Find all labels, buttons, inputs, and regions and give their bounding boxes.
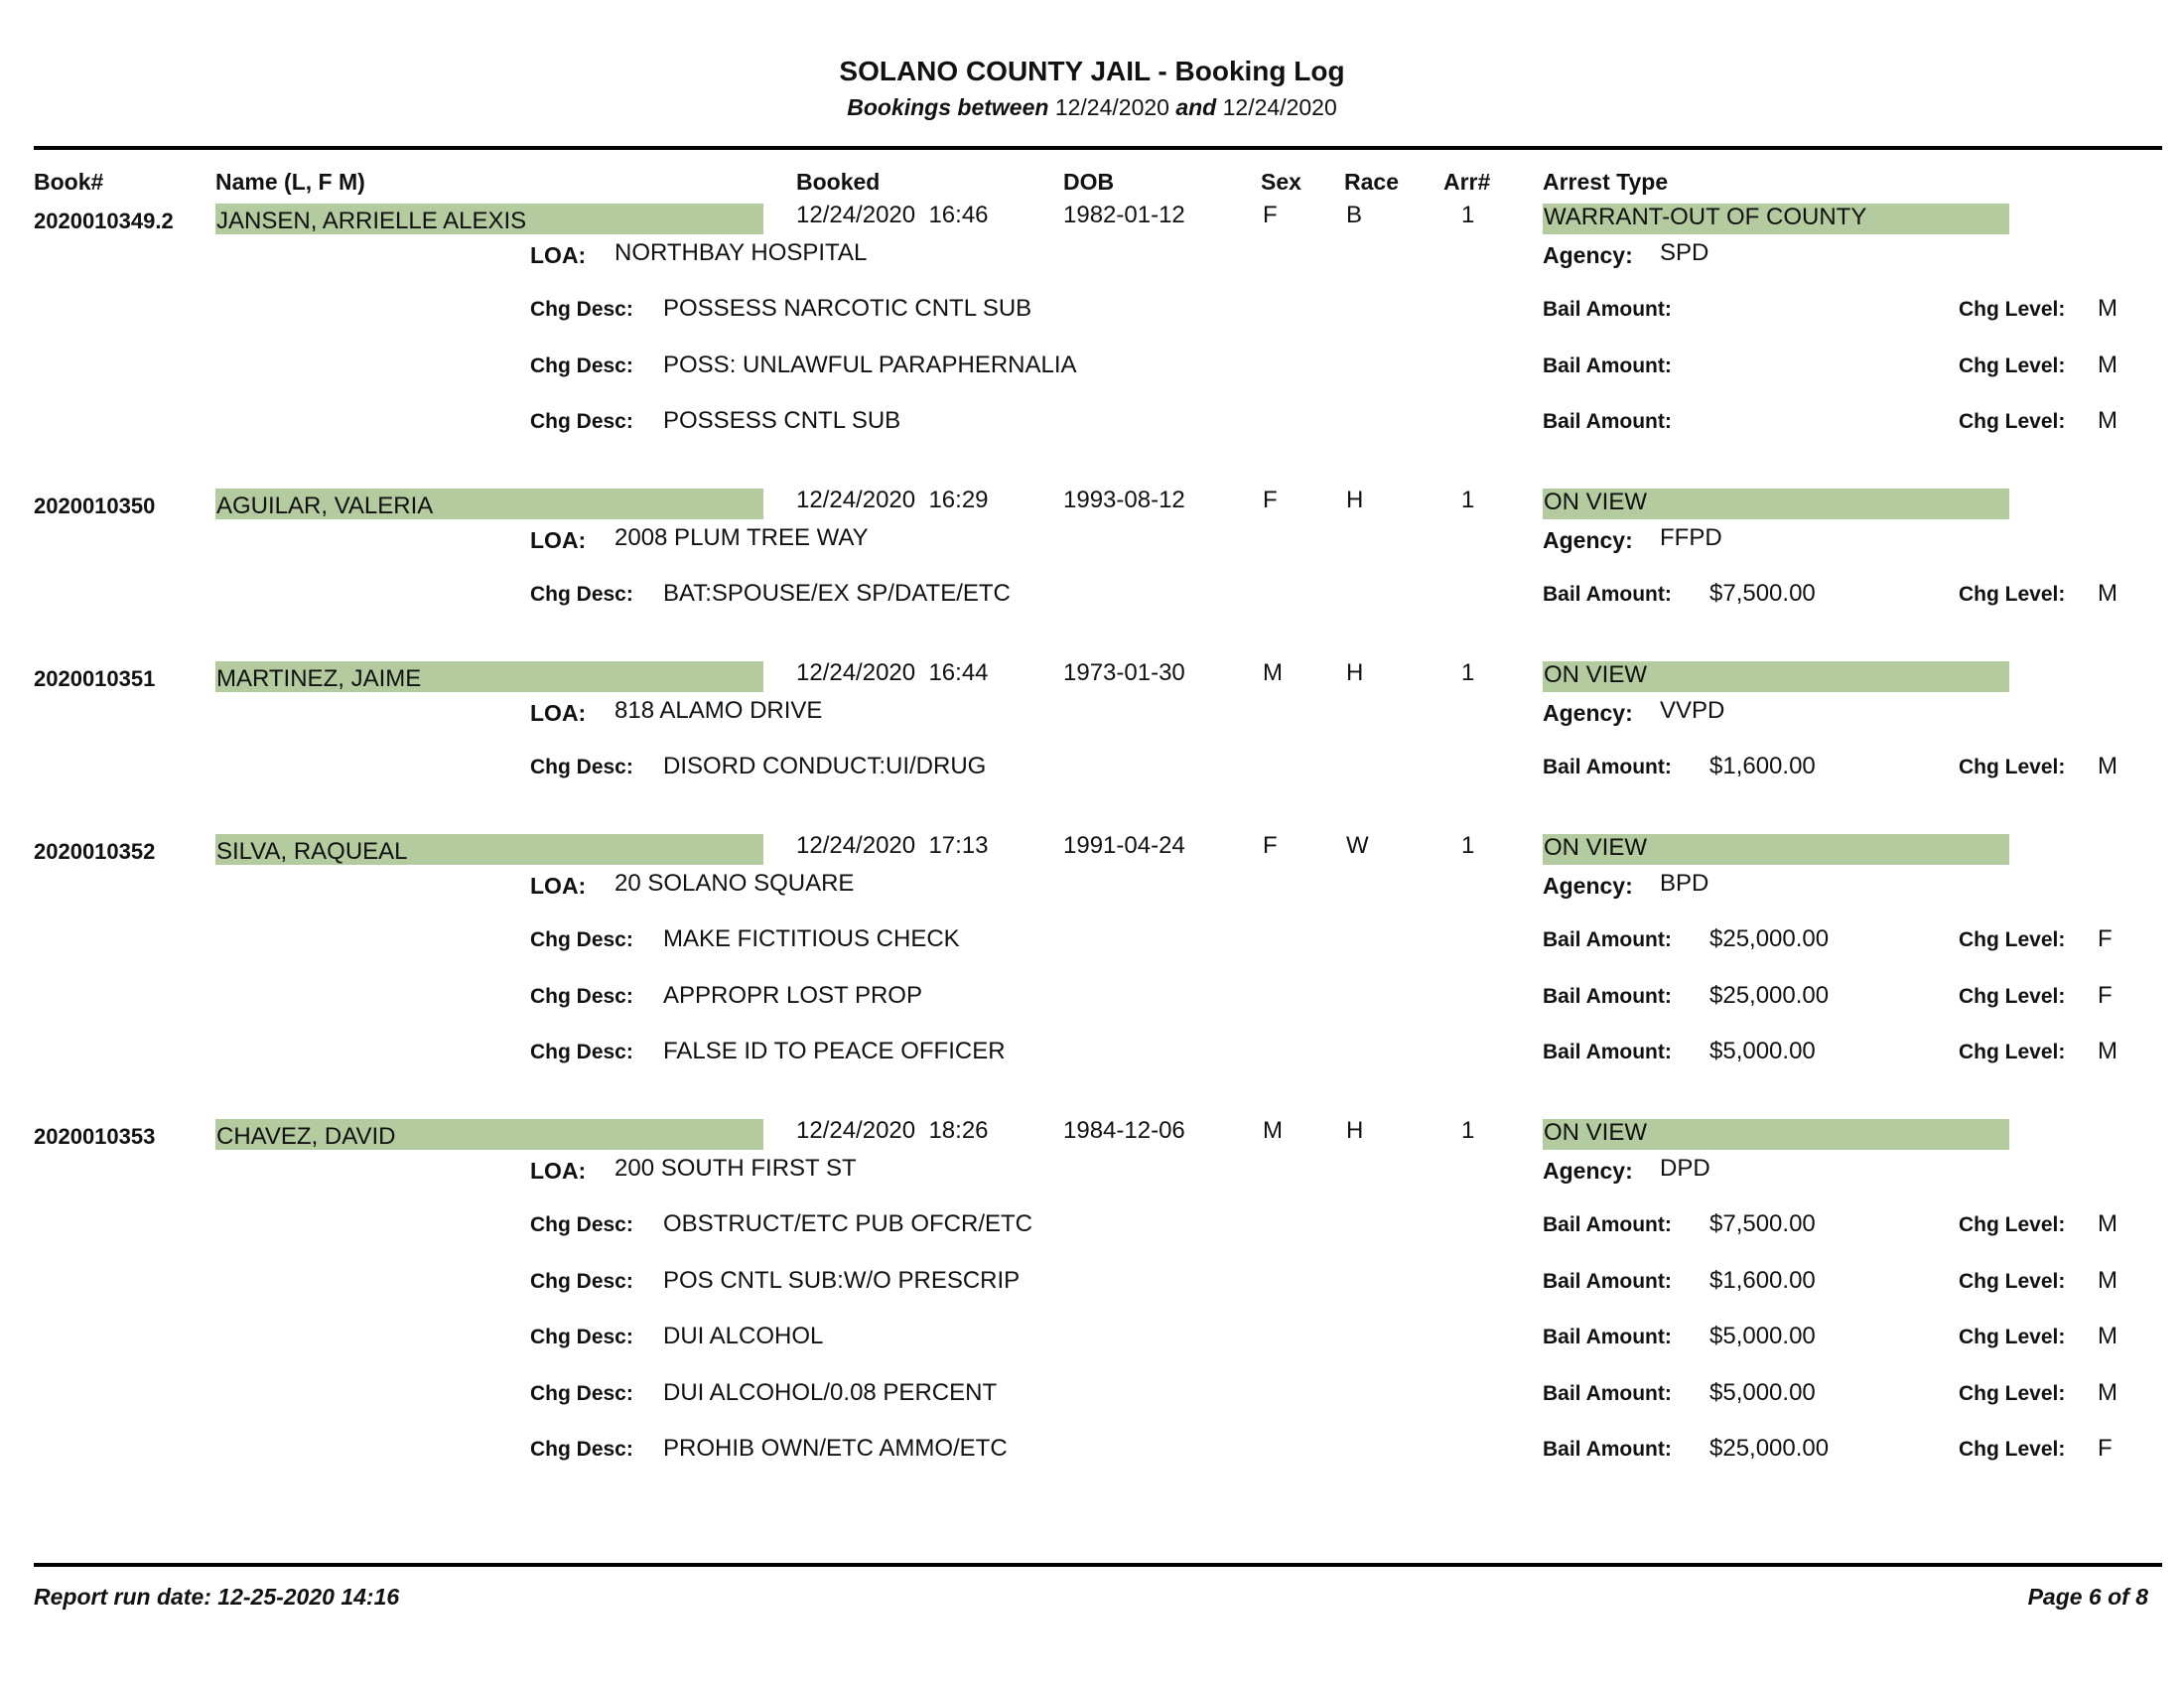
booked-datetime: 12/24/2020 16:44 bbox=[796, 659, 989, 686]
location-of-arrest: 200 SOUTH FIRST ST bbox=[614, 1155, 857, 1182]
col-arrest-type: Arrest Type bbox=[1543, 169, 1669, 195]
arrest-count: 1 bbox=[1461, 202, 1475, 228]
chg-level-label: Chg Level: bbox=[1959, 583, 2066, 606]
agency-value: FFPD bbox=[1660, 524, 1722, 551]
charge-description: DUI ALCOHOL/0.08 PERCENT bbox=[663, 1378, 998, 1406]
location-of-arrest: 818 ALAMO DRIVE bbox=[614, 697, 823, 724]
bail-amount-label: Bail Amount: bbox=[1543, 1213, 1672, 1236]
bail-amount: $5,000.00 bbox=[1709, 1038, 1816, 1064]
col-race: Race bbox=[1344, 169, 1399, 195]
chg-desc-label: Chg Desc: bbox=[530, 1269, 633, 1293]
sex-value: M bbox=[1263, 1117, 1283, 1144]
booked-datetime: 12/24/2020 18:26 bbox=[796, 1117, 989, 1144]
bail-amount-label: Bail Amount: bbox=[1543, 1326, 1672, 1348]
agency-label: Agency: bbox=[1543, 700, 1633, 726]
chg-desc-label: Chg Desc: bbox=[530, 410, 633, 433]
col-booked: Booked bbox=[796, 169, 881, 195]
sex-value: F bbox=[1263, 202, 1278, 228]
loa-label: LOA: bbox=[530, 527, 587, 553]
chg-level-label: Chg Level: bbox=[1959, 1269, 2066, 1293]
bail-amount-label: Bail Amount: bbox=[1543, 1041, 1672, 1063]
charge-level: F bbox=[2098, 981, 2113, 1009]
charge-description: FALSE ID TO PEACE OFFICER bbox=[663, 1038, 1006, 1064]
charge-description: POSSESS NARCOTIC CNTL SUB bbox=[663, 295, 1032, 322]
bail-amount-label: Bail Amount: bbox=[1543, 410, 1672, 433]
location-of-arrest: NORTHBAY HOSPITAL bbox=[614, 239, 868, 266]
chg-desc-label: Chg Desc: bbox=[530, 756, 633, 778]
location-of-arrest: 2008 PLUM TREE WAY bbox=[614, 524, 869, 551]
bail-amount: $5,000.00 bbox=[1709, 1323, 1816, 1349]
bail-amount-label: Bail Amount: bbox=[1543, 583, 1672, 606]
col-dob: DOB bbox=[1063, 169, 1115, 195]
subtitle-and: and bbox=[1175, 94, 1217, 120]
report-subtitle bbox=[0, 94, 2184, 121]
loa-label: LOA: bbox=[530, 242, 587, 268]
bail-amount-label: Bail Amount: bbox=[1543, 756, 1672, 778]
chg-desc-label: Chg Desc: bbox=[530, 984, 633, 1008]
chg-level-label: Chg Level: bbox=[1959, 1326, 2066, 1348]
inmate-name: AGUILAR, VALERIA bbox=[216, 492, 434, 519]
chg-desc-label: Chg Desc: bbox=[530, 1438, 633, 1461]
charge-level: F bbox=[2098, 1435, 2113, 1462]
loa-label: LOA: bbox=[530, 1158, 587, 1184]
agency-value: DPD bbox=[1660, 1155, 1710, 1182]
booked-datetime: 12/24/2020 17:13 bbox=[796, 832, 989, 859]
arrest-type: ON VIEW bbox=[1544, 834, 1648, 861]
col-name: Name (L, F M) bbox=[215, 169, 365, 195]
arrest-count: 1 bbox=[1461, 832, 1475, 859]
booked-datetime: 12/24/2020 16:46 bbox=[796, 202, 989, 228]
charge-level: M bbox=[2098, 351, 2117, 378]
charge-description: POSSESS CNTL SUB bbox=[663, 407, 901, 434]
agency-value: SPD bbox=[1660, 239, 1709, 266]
inmate-name: CHAVEZ, DAVID bbox=[216, 1123, 396, 1150]
date-of-birth: 1991-04-24 bbox=[1063, 832, 1185, 859]
bail-amount-label: Bail Amount: bbox=[1543, 298, 1672, 321]
race-value: B bbox=[1346, 202, 1363, 228]
bail-amount: $25,000.00 bbox=[1709, 981, 1830, 1009]
arrest-count: 1 bbox=[1461, 659, 1475, 686]
col-sex: Sex bbox=[1261, 169, 1301, 195]
date-of-birth: 1973-01-30 bbox=[1063, 659, 1185, 686]
bail-amount-label: Bail Amount: bbox=[1543, 1381, 1672, 1405]
charge-level: M bbox=[2098, 1323, 2117, 1349]
booking-number: 2020010350 bbox=[34, 493, 156, 518]
charge-level: M bbox=[2098, 1378, 2117, 1406]
report-run-date: Report run date: 12-25-2020 14:16 bbox=[34, 1584, 400, 1610]
booking-number: 2020010349.2 bbox=[34, 209, 174, 233]
chg-desc-label: Chg Desc: bbox=[530, 583, 633, 606]
charge-description: DUI ALCOHOL bbox=[663, 1323, 824, 1349]
loa-label: LOA: bbox=[530, 700, 587, 726]
race-value: W bbox=[1346, 832, 1369, 859]
bail-amount-label: Bail Amount: bbox=[1543, 928, 1672, 951]
chg-level-label: Chg Level: bbox=[1959, 353, 2066, 377]
inmate-name: SILVA, RAQUEAL bbox=[216, 838, 408, 865]
charge-level: M bbox=[2098, 580, 2117, 607]
col-arr: Arr# bbox=[1443, 169, 1491, 195]
chg-level-label: Chg Level: bbox=[1959, 410, 2066, 433]
bail-amount: $7,500.00 bbox=[1709, 580, 1816, 607]
charge-description: APPROPR LOST PROP bbox=[663, 981, 922, 1009]
bail-amount: $5,000.00 bbox=[1709, 1378, 1816, 1406]
inmate-name: JANSEN, ARRIELLE ALEXIS bbox=[216, 208, 527, 234]
arrest-type: WARRANT-OUT OF COUNTY bbox=[1544, 204, 1867, 230]
chg-level-label: Chg Level: bbox=[1959, 1381, 2066, 1405]
subtitle-prefix: Bookings between bbox=[847, 94, 1049, 120]
location-of-arrest: 20 SOLANO SQUARE bbox=[614, 870, 855, 897]
race-value: H bbox=[1346, 487, 1364, 513]
chg-level-label: Chg Level: bbox=[1959, 1213, 2066, 1236]
charge-description: POSS: UNLAWFUL PARAPHERNALIA bbox=[663, 351, 1077, 378]
charge-level: M bbox=[2098, 407, 2117, 434]
chg-desc-label: Chg Desc: bbox=[530, 928, 633, 951]
charge-description: OBSTRUCT/ETC PUB OFCR/ETC bbox=[663, 1210, 1033, 1237]
chg-desc-label: Chg Desc: bbox=[530, 1041, 633, 1063]
chg-level-label: Chg Level: bbox=[1959, 984, 2066, 1008]
date-of-birth: 1984-12-06 bbox=[1063, 1117, 1185, 1144]
report-title: SOLANO COUNTY JAIL - Booking Log bbox=[839, 56, 1345, 86]
chg-level-label: Chg Level: bbox=[1959, 1438, 2066, 1461]
bail-amount-label: Bail Amount: bbox=[1543, 353, 1672, 377]
charge-level: M bbox=[2098, 1266, 2117, 1294]
col-book: Book# bbox=[34, 169, 104, 195]
agency-label: Agency: bbox=[1543, 873, 1633, 899]
booking-number: 2020010352 bbox=[34, 839, 156, 864]
booked-datetime: 12/24/2020 16:29 bbox=[796, 487, 989, 513]
bail-amount: $25,000.00 bbox=[1709, 925, 1830, 952]
agency-label: Agency: bbox=[1543, 1158, 1633, 1184]
bail-amount-label: Bail Amount: bbox=[1543, 1269, 1672, 1293]
charge-description: PROHIB OWN/ETC AMMO/ETC bbox=[663, 1435, 1008, 1462]
agency-value: VVPD bbox=[1660, 697, 1725, 724]
charge-level: M bbox=[2098, 1210, 2117, 1237]
arrest-count: 1 bbox=[1461, 1117, 1475, 1144]
arrest-type: ON VIEW bbox=[1544, 1119, 1648, 1146]
bail-amount: $7,500.00 bbox=[1709, 1210, 1816, 1237]
race-value: H bbox=[1346, 659, 1364, 686]
charge-level: M bbox=[2098, 753, 2117, 779]
charge-description: BAT:SPOUSE/EX SP/DATE/ETC bbox=[663, 580, 1011, 607]
arrest-type: ON VIEW bbox=[1544, 489, 1648, 515]
chg-desc-label: Chg Desc: bbox=[530, 1326, 633, 1348]
chg-level-label: Chg Level: bbox=[1959, 756, 2066, 778]
top-divider bbox=[34, 146, 2162, 150]
bail-amount-label: Bail Amount: bbox=[1543, 1438, 1672, 1461]
agency-value: BPD bbox=[1660, 870, 1709, 897]
bottom-divider bbox=[34, 1563, 2162, 1567]
chg-level-label: Chg Level: bbox=[1959, 298, 2066, 321]
chg-level-label: Chg Level: bbox=[1959, 1041, 2066, 1063]
charge-description: DISORD CONDUCT:UI/DRUG bbox=[663, 753, 987, 779]
loa-label: LOA: bbox=[530, 873, 587, 899]
arrest-type: ON VIEW bbox=[1544, 661, 1648, 688]
race-value: H bbox=[1346, 1117, 1364, 1144]
charge-level: M bbox=[2098, 1038, 2117, 1064]
charge-description: MAKE FICTITIOUS CHECK bbox=[663, 925, 960, 952]
arrest-count: 1 bbox=[1461, 487, 1475, 513]
bail-amount: $25,000.00 bbox=[1709, 1435, 1830, 1462]
inmate-name: MARTINEZ, JAIME bbox=[216, 665, 422, 692]
sex-value: M bbox=[1263, 659, 1283, 686]
charge-description: POS CNTL SUB:W/O PRESCRIP bbox=[663, 1266, 1021, 1294]
page-number: Page 6 of 8 bbox=[2027, 1584, 2148, 1610]
sex-value: F bbox=[1263, 832, 1278, 859]
date-from: 12/24/2020 bbox=[1054, 94, 1169, 120]
date-to: 12/24/2020 bbox=[1222, 94, 1337, 120]
chg-desc-label: Chg Desc: bbox=[530, 1381, 633, 1405]
sex-value: F bbox=[1263, 487, 1278, 513]
agency-label: Agency: bbox=[1543, 527, 1633, 553]
chg-desc-label: Chg Desc: bbox=[530, 298, 633, 321]
booking-number: 2020010353 bbox=[34, 1124, 156, 1149]
chg-desc-label: Chg Desc: bbox=[530, 1213, 633, 1236]
date-of-birth: 1993-08-12 bbox=[1063, 487, 1185, 513]
bail-amount-label: Bail Amount: bbox=[1543, 984, 1672, 1008]
booking-number: 2020010351 bbox=[34, 666, 156, 691]
charge-level: F bbox=[2098, 925, 2113, 952]
bail-amount: $1,600.00 bbox=[1709, 1266, 1816, 1294]
bail-amount: $1,600.00 bbox=[1709, 753, 1816, 779]
charge-level: M bbox=[2098, 295, 2117, 322]
chg-level-label: Chg Level: bbox=[1959, 928, 2066, 951]
agency-label: Agency: bbox=[1543, 242, 1633, 268]
date-of-birth: 1982-01-12 bbox=[1063, 202, 1185, 228]
chg-desc-label: Chg Desc: bbox=[530, 353, 633, 377]
